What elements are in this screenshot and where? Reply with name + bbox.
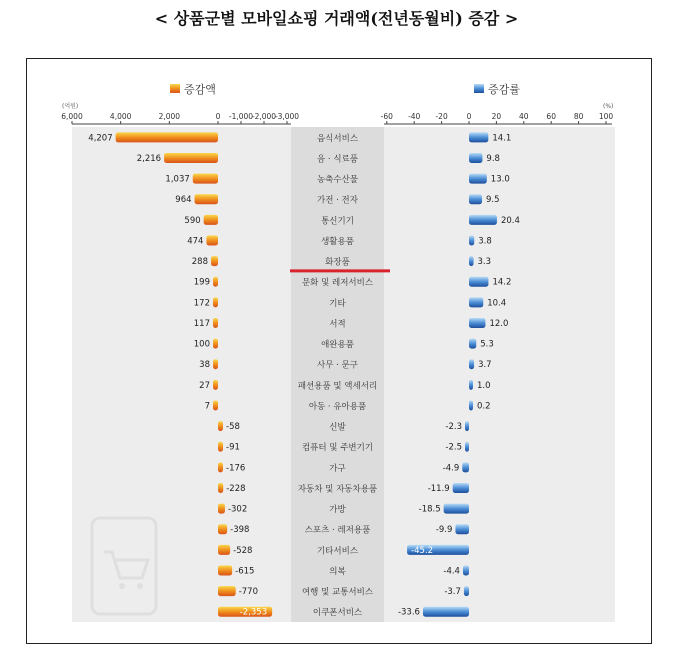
amount-data-label: 38 [199, 360, 210, 371]
rate-data-label: 9.5 [486, 195, 500, 206]
amount-data-label: 4,207 [88, 133, 113, 144]
left-tick-label: 0 [215, 112, 221, 121]
amount-data-label: 964 [175, 195, 192, 206]
rate-data-label: -2.5 [445, 442, 462, 453]
amount-data-label: -228 [226, 483, 246, 494]
legend-swatch-amount [170, 84, 180, 93]
category-label: 화장품 [325, 257, 350, 268]
amount-bar [218, 545, 230, 555]
rate-bar [455, 524, 469, 534]
amount-bar [213, 359, 218, 369]
amount-data-label: -2,353 [239, 607, 268, 618]
amount-data-label: -398 [230, 525, 250, 536]
right-tick-label: 40 [519, 112, 529, 121]
rate-data-label: 3.8 [478, 236, 492, 247]
rate-data-label: 20.4 [500, 215, 520, 226]
rate-data-label: 14.2 [492, 277, 512, 288]
rate-data-label: 12.0 [489, 318, 509, 329]
rate-bar [469, 174, 487, 184]
amount-data-label: -770 [238, 587, 259, 598]
amount-bar [211, 256, 218, 266]
amount-bar [213, 297, 218, 307]
right-tick-label: 0 [466, 112, 472, 121]
amount-bar [206, 235, 218, 245]
right-tick-label: 80 [573, 112, 584, 121]
amount-bar [213, 400, 218, 410]
right-unit-label: (%) [603, 103, 614, 110]
rate-data-label: -9.9 [435, 525, 453, 536]
amount-data-label: 2,216 [136, 153, 162, 164]
rate-bar [465, 442, 469, 452]
category-label: 음 · 식료품 [317, 154, 358, 165]
category-label: 의복 [329, 566, 346, 577]
rate-bar [469, 194, 482, 204]
amount-data-label: 27 [199, 380, 210, 391]
legend-amount: 증감액 [184, 83, 216, 96]
rate-bar [469, 318, 485, 328]
rate-data-label: -11.9 [427, 483, 450, 494]
amount-bar [213, 339, 218, 349]
amount-data-label: -91 [226, 442, 240, 453]
right-tick-label: 20 [491, 112, 502, 121]
category-label: 애완용품 [321, 340, 354, 351]
category-label: 서적 [329, 319, 346, 330]
rate-bar [469, 400, 473, 410]
amount-data-label: 100 [193, 339, 210, 350]
rate-bar [469, 297, 483, 307]
category-label: 사무 · 문구 [317, 360, 358, 371]
category-label: 가구 [329, 463, 346, 474]
category-label: 가방 [329, 505, 346, 516]
right-tick-label: 60 [546, 112, 556, 121]
amount-bar [218, 504, 225, 514]
amount-data-label: 1,037 [165, 174, 190, 185]
rate-data-label: -33.6 [397, 607, 420, 618]
category-label: 통신기기 [321, 216, 354, 227]
rate-bar [469, 132, 488, 142]
rate-bar [444, 504, 469, 514]
category-label: 농축수산물 [316, 175, 359, 186]
rate-bar [423, 607, 469, 617]
rate-bar [469, 235, 474, 245]
rate-bar [453, 483, 469, 493]
rate-data-label: -4.4 [443, 566, 460, 577]
right-tick-label: -60 [380, 112, 393, 121]
left-tick-label: 6,000 [61, 112, 83, 121]
category-label: 기타서비스 [316, 546, 359, 557]
chart-title: < 상품군별 모바일쇼핑 거래액(전년동월비) 증감 > [154, 9, 519, 28]
amount-bar [218, 524, 227, 534]
rate-data-label: -4.9 [442, 463, 460, 474]
rate-bar [469, 359, 474, 369]
category-label: 여행 및 교통서비스 [301, 587, 374, 598]
rate-bar [469, 277, 488, 287]
right-tick-label: -20 [435, 112, 448, 121]
amount-bar [116, 132, 218, 142]
rate-data-label: 13.0 [490, 174, 510, 185]
left-tick-label: 2,000 [158, 112, 181, 121]
rate-data-label: -3.7 [444, 587, 461, 598]
amount-bar [213, 318, 218, 328]
amount-data-label: 288 [191, 257, 208, 268]
category-label: 문화 및 레저서비스 [301, 278, 374, 289]
amount-bar [213, 380, 218, 390]
rate-bar [464, 586, 469, 596]
left-tick-label: -1,000 [228, 112, 254, 121]
category-label: 패션용품 및 액세서리 [297, 381, 378, 392]
rate-data-label: 1.0 [477, 380, 491, 391]
category-label: 이쿠폰서비스 [312, 608, 363, 619]
rate-bar [469, 215, 497, 225]
amount-bar [193, 174, 218, 184]
rate-data-label: 5.3 [480, 339, 494, 350]
category-label: 스포츠 · 레저용품 [304, 525, 371, 536]
category-label: 기타 [329, 298, 346, 309]
amount-bar [218, 421, 223, 431]
amount-data-label: -615 [235, 566, 255, 577]
amount-data-label: -528 [233, 545, 253, 556]
category-label: 신발 [329, 422, 346, 433]
category-label: 생활용품 [321, 236, 354, 247]
amount-bar [218, 565, 232, 575]
rate-data-label: 0.2 [477, 401, 491, 412]
category-label: 자동차 및 자동차용품 [297, 484, 378, 495]
amount-bar [213, 277, 218, 287]
rate-data-label: 3.3 [477, 257, 492, 268]
rate-data-label: 14.1 [492, 133, 512, 144]
amount-bar [164, 153, 218, 163]
amount-bar [218, 462, 223, 472]
left-unit-label: (억원) [62, 103, 79, 110]
amount-data-label: 7 [204, 401, 210, 412]
amount-data-label: -176 [226, 463, 246, 474]
rate-data-label: 9.8 [486, 153, 500, 164]
amount-bar [204, 215, 218, 225]
rate-bar [469, 339, 476, 349]
amount-bar [218, 442, 223, 452]
left-tick-label: -3,000 [274, 112, 300, 121]
rate-bar [469, 153, 482, 163]
amount-data-label: 117 [193, 318, 210, 329]
rate-data-label: -45.2 [411, 545, 434, 556]
amount-data-label: 474 [187, 236, 204, 247]
legend-rate: 증감률 [488, 83, 520, 96]
rate-bar [465, 421, 469, 431]
right-tick-label: -40 [408, 112, 421, 121]
amount-data-label: -58 [226, 422, 240, 433]
category-label: 컴퓨터 및 주변기기 [301, 443, 374, 454]
rate-bar [463, 565, 469, 575]
amount-data-label: 172 [193, 298, 210, 309]
rate-data-label: 3.7 [478, 360, 492, 371]
rate-data-label: -2.3 [445, 422, 462, 433]
rate-bar [469, 256, 474, 266]
amount-data-label: 199 [193, 277, 210, 288]
amount-bar [218, 586, 236, 596]
left-tick-label: -2,000 [251, 112, 277, 121]
amount-data-label: 590 [184, 215, 201, 226]
category-label: 음식서비스 [316, 133, 359, 144]
rate-data-label: 10.4 [487, 298, 507, 309]
rate-bar [462, 462, 469, 472]
rate-data-label: -18.5 [418, 504, 441, 515]
amount-data-label: -302 [227, 504, 248, 515]
category-label: 가전 · 전자 [317, 195, 358, 206]
amount-bar [218, 483, 223, 493]
left-tick-label: 4,000 [109, 112, 132, 121]
amount-bar [195, 194, 218, 204]
legend-swatch-rate [474, 84, 484, 93]
right-tick-label: 100 [598, 112, 614, 121]
category-label: 아동 · 유아용품 [308, 401, 367, 412]
rate-bar [469, 380, 473, 390]
